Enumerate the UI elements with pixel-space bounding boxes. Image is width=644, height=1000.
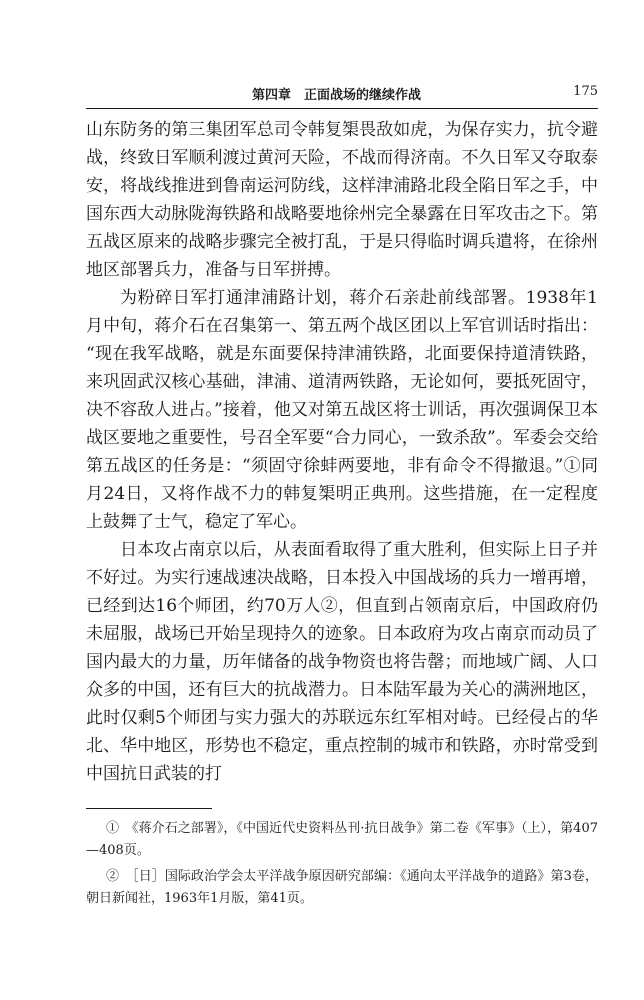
paragraph: 为粉碎日军打通津浦路计划，蒋介石亲赴前线部署。1938年1月中旬，蒋介石在召集第一、第五两个战区团以上军官训话时指出：“现在我军战略，就是东面要保持津浦铁路，北面要保持道清铁路，来巩固武汉核心基础，津浦、道清两铁路，无论如何，要抵死固守，决不容敌人进占。”接着，他又对第五战区将士训话，再次强调保卫本战区要地之重要性，号召全军要“合力同心，一致杀敌”。军委会交给第五战区的任务是：“须固守徐蚌两要地，非有命令不得撤退。”①同月24日，又将作战不力的韩复榘明正典刑。这些措施，在一定程度上鼓舞了士气，稳定了军心。 bbox=[86, 288, 598, 532]
page-number: 175 bbox=[573, 84, 598, 99]
footnote-2: ② ［日］国际政治学会太平洋战争原因研究部编：《通向太平洋战争的道路》第3卷，朝日新闻社，1963年1月版，第41页。 bbox=[86, 869, 598, 906]
chapter-title: 第四章 正面战场的继续作战 bbox=[252, 88, 422, 103]
footnotes bbox=[86, 818, 598, 914]
paragraph-continued: 山东防务的第三集团军总司令韩复榘畏敌如虎，为保存实力，抗令避战，终致日军顺利渡过黄河天险，不战而得济南。不久日军又夺取泰安，将战线推进到鲁南运河防线，这样津浦路北段全陷日军之手，中国东西大动脉陇海铁路和战略要地徐州完全暴露在日军攻击之下。第五战区原来的战略步骤完全被打乱，于是只得临时调兵遣将，在徐州地区部署兵力，准备与日军拼搏。 bbox=[86, 120, 598, 280]
header-rule bbox=[86, 108, 598, 109]
body-text bbox=[86, 116, 598, 788]
footnote-rule bbox=[86, 808, 212, 809]
running-head bbox=[86, 84, 598, 104]
footnote-1: ① 《蒋介石之部署》，《中国近代史资料丛刊·抗日战争》第二卷《军事》（上），第407—408页。 bbox=[86, 821, 598, 858]
paragraph: 日本攻占南京以后，从表面看取得了重大胜利，但实际上日子并不好过。为实行速战速决战略，日本投入中国战场的兵力一增再增，已经到达16个师团，约70万人②，但直到占领南京后，中国政府仍未屈服，战场已开始呈现持久的迹象。日本政府为攻占南京而动员了国内最大的力量，历年储备的战争物资也将告罄；而地域广阔、人口众多的中国，还有巨大的抗战潜力。日本陆军最为关心的满洲地区，此时仅剩5个师团与实力强大的苏联远东红军相对峙。已经侵占的华北、华中地区，形势也不稳定，重点控制的城市和铁路，亦时常受到中国抗日武装的打 bbox=[86, 540, 598, 784]
